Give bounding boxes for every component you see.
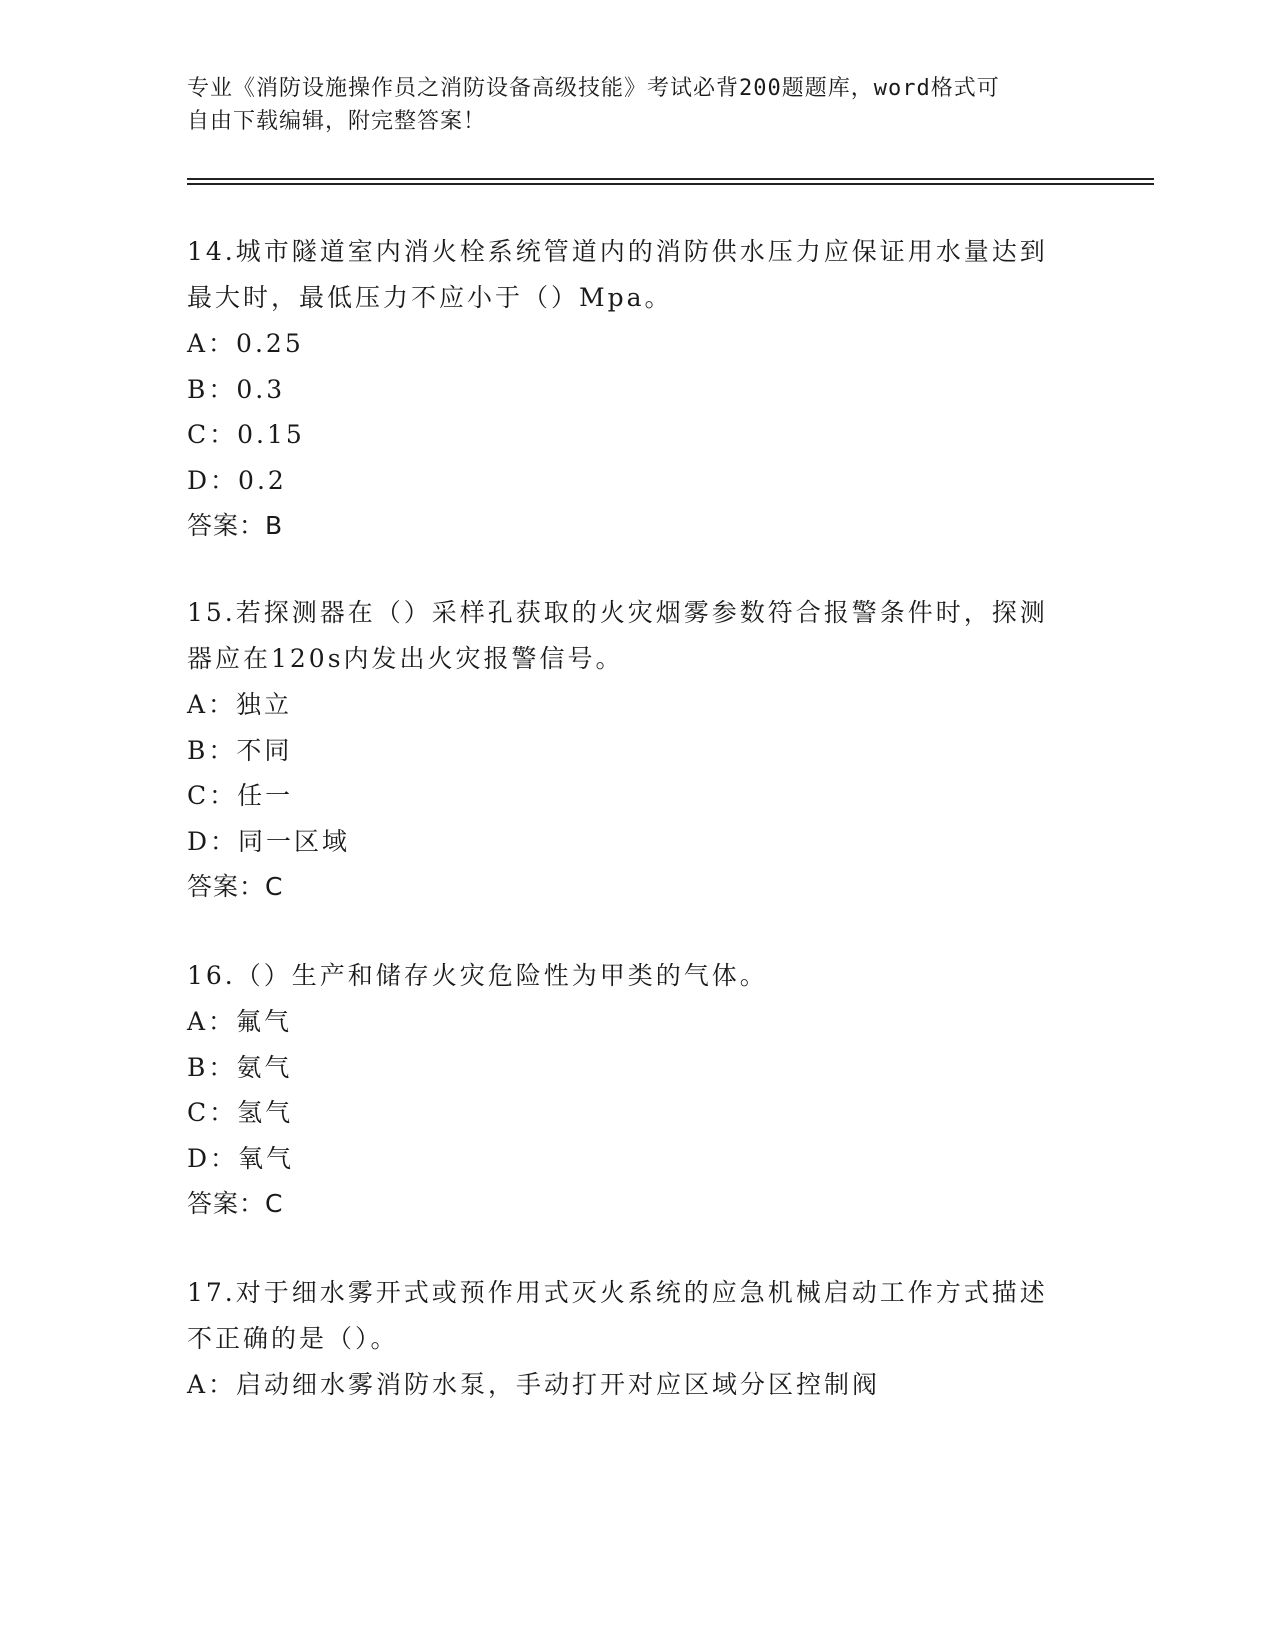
- header-line-1: 专业《消防设施操作员之消防设备高级技能》考试必背200题题库，word格式可: [187, 76, 1000, 101]
- option-a: A：启动细水雾消防水泵，手动打开对应区域分区控制阀: [187, 1370, 881, 1399]
- option-d: D：0.2: [187, 465, 287, 495]
- question-text-line-2: 不正确的是（）。: [187, 1324, 399, 1353]
- option-d: D：氧气: [187, 1143, 295, 1173]
- question-text: [187, 229, 1087, 321]
- question-text-line-2: 最大时，最低压力不应小于（）Mpa。: [187, 283, 673, 312]
- document-header: [187, 72, 1067, 138]
- question-text-line-1: 14.城市隧道室内消火栓系统管道内的消防供水压力应保证用水量达到: [187, 237, 1048, 266]
- answer: 答案：B: [187, 511, 284, 540]
- option-c: C：任一: [187, 781, 294, 810]
- answer: 答案：C: [187, 872, 284, 901]
- option-a: A：独立: [187, 690, 293, 719]
- question-14: [187, 229, 1087, 549]
- option-b: B：氨气: [187, 1052, 293, 1082]
- header-divider-bottom: [187, 183, 1154, 185]
- header-line-2: 自由下载编辑，附完整答案！: [187, 109, 487, 134]
- option-a: A：0.25: [187, 329, 304, 358]
- question-text: [187, 590, 1087, 682]
- option-d: D：同一区域: [187, 826, 351, 856]
- answer: 答案：C: [187, 1189, 284, 1218]
- question-15: [187, 590, 1087, 910]
- question-text-line-1: 16.（）生产和储存火灾危险性为甲类的气体。: [187, 961, 768, 990]
- question-text: [187, 1270, 1087, 1362]
- option-c: C：0.15: [187, 420, 305, 449]
- question-17: [187, 1270, 1087, 1408]
- question-text-line-1: 17.对于细水雾开式或预作用式灭火系统的应急机械启动工作方式描述: [187, 1278, 1048, 1307]
- question-16: [187, 953, 1087, 1227]
- header-divider-top: [187, 178, 1154, 180]
- option-a: A：氟气: [187, 1007, 293, 1036]
- question-text-line-1: 15.若探测器在（）采样孔获取的火灾烟雾参数符合报警条件时，探测: [187, 598, 1048, 627]
- question-text: [187, 953, 1087, 999]
- option-b: B：不同: [187, 735, 293, 765]
- option-c: C：氢气: [187, 1098, 294, 1127]
- option-b: B：0.3: [187, 374, 286, 404]
- question-text-line-2: 器应在120s内发出火灾报警信号。: [187, 644, 624, 673]
